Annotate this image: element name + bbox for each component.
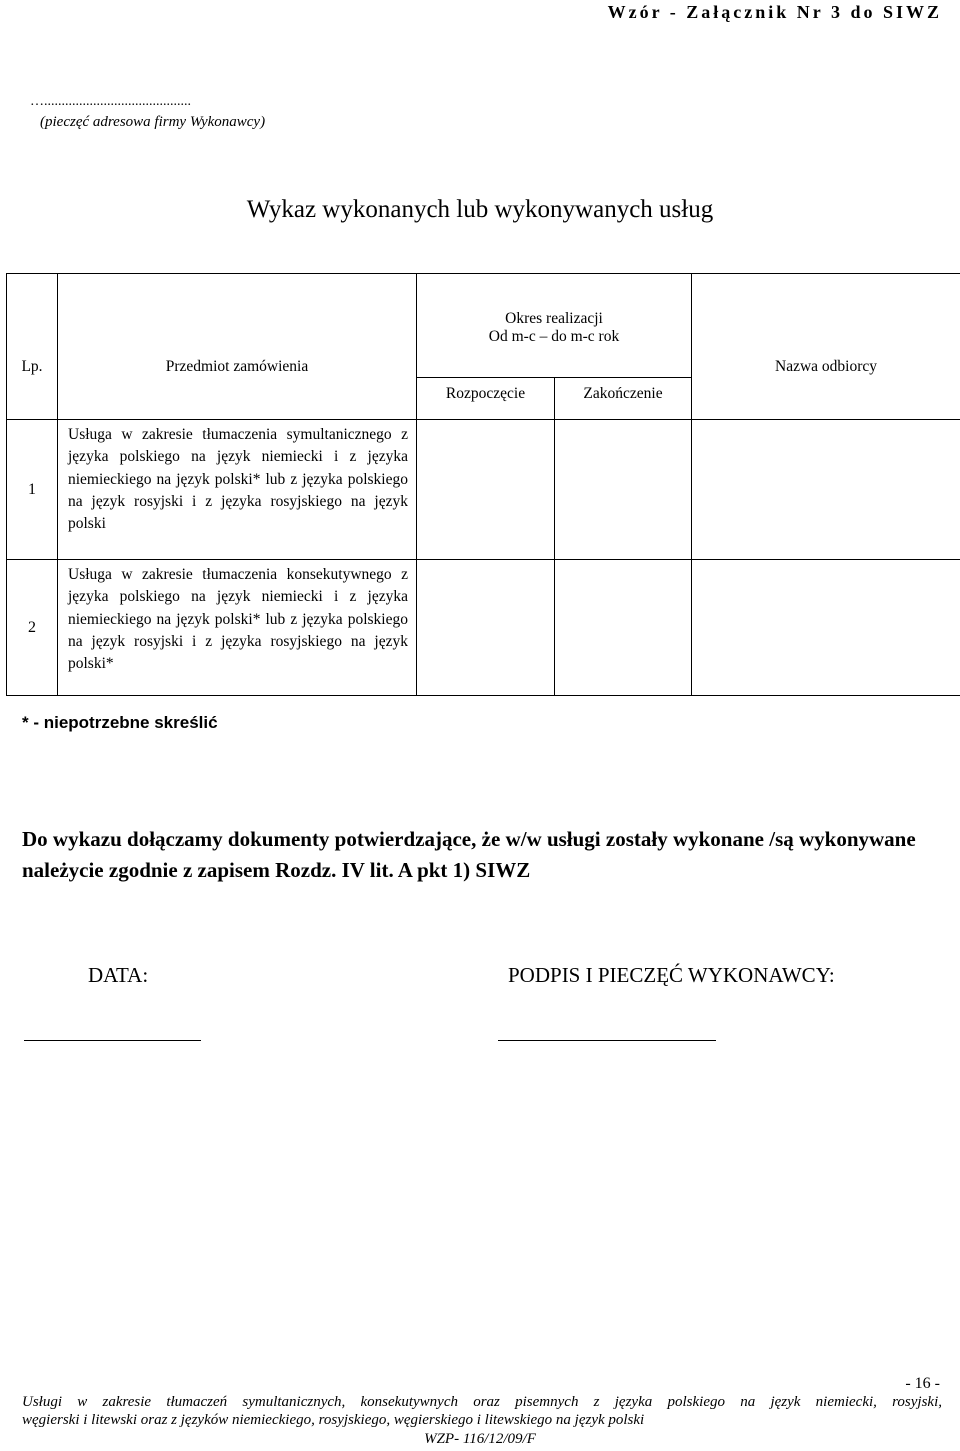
header-period [417, 274, 692, 378]
row-subject: Usługa w zakresie tłumaczenia konsekutywnego z języka polskiego na język niemiecki i z języka niemieckiego na język polski* lub z języka polskiego na język rosyjski i z języka rosyjskiego na język polski* [58, 560, 417, 696]
row-start-cell[interactable] [417, 560, 555, 696]
row-number: 1 [7, 420, 58, 560]
stamp-placeholder-dots: ….......................................... [30, 94, 191, 109]
header-start: Rozpoczęcie [417, 378, 555, 420]
attached-documents-statement: Do wykazu dołączamy dokumenty potwierdzające, że w/w usługi zostały wykonane /są wykonywane należycie zgodnie z zapisem Rozdz. IV lit. A pkt 1) SIWZ [22, 827, 916, 882]
footer-line-1: Usługi w zakresie tłumaczeń symultanicznych, konsekutywnych oraz pisemnych z języka polskiego na język niemiecki, rosyjski, [22, 1394, 942, 1410]
row-start-cell[interactable] [417, 420, 555, 560]
table-row [7, 420, 960, 560]
stamp-label: (pieczęć adresowa firmy Wykonawcy) [40, 114, 266, 130]
header-period-line2: Od m-c – do m-c rok [488, 327, 620, 345]
table-row [7, 560, 960, 696]
header-recipient: Nazwa odbiorcy [692, 274, 960, 420]
contractor-signature-line[interactable] [498, 1040, 716, 1041]
footer-reference: WZP- 116/12/09/F [424, 1431, 536, 1447]
date-label: DATA: [88, 963, 149, 987]
services-table [6, 273, 960, 696]
signature-label: PODPIS I PIECZĘĆ WYKONAWCY: [508, 963, 835, 987]
row-end-cell[interactable] [555, 420, 692, 560]
header-subject: Przedmiot zamówienia [58, 274, 417, 420]
row-subject: Usługa w zakresie tłumaczenia symultanicznego z języka polskiego na język niemiecki i z języka niemieckiego na język polski* lub z języka polskiego na język rosyjski i z języka rosyjskiego na język polski [58, 420, 417, 560]
attachment-header: Wzór - Załącznik Nr 3 do SIWZ [607, 2, 942, 22]
page-number: - 16 - [905, 1375, 940, 1392]
footnote-strike-out: * - niepotrzebne skreślić [22, 713, 218, 732]
header-lp: Lp. [7, 274, 58, 420]
footer-line-2: węgierski i litewski oraz z języków niemieckiego, rosyjskiego, węgierskiego i litewskiego na język polski [22, 1412, 645, 1428]
header-period-line1: Okres realizacji [505, 309, 603, 327]
table-header-row [7, 274, 960, 378]
header-end: Zakończenie [555, 378, 692, 420]
document-title: Wykaz wykonanych lub wykonywanych usług [246, 196, 714, 223]
row-recipient-cell[interactable] [692, 420, 960, 560]
row-number: 2 [7, 560, 58, 696]
date-signature-line[interactable] [24, 1040, 201, 1041]
row-end-cell[interactable] [555, 560, 692, 696]
row-recipient-cell[interactable] [692, 560, 960, 696]
